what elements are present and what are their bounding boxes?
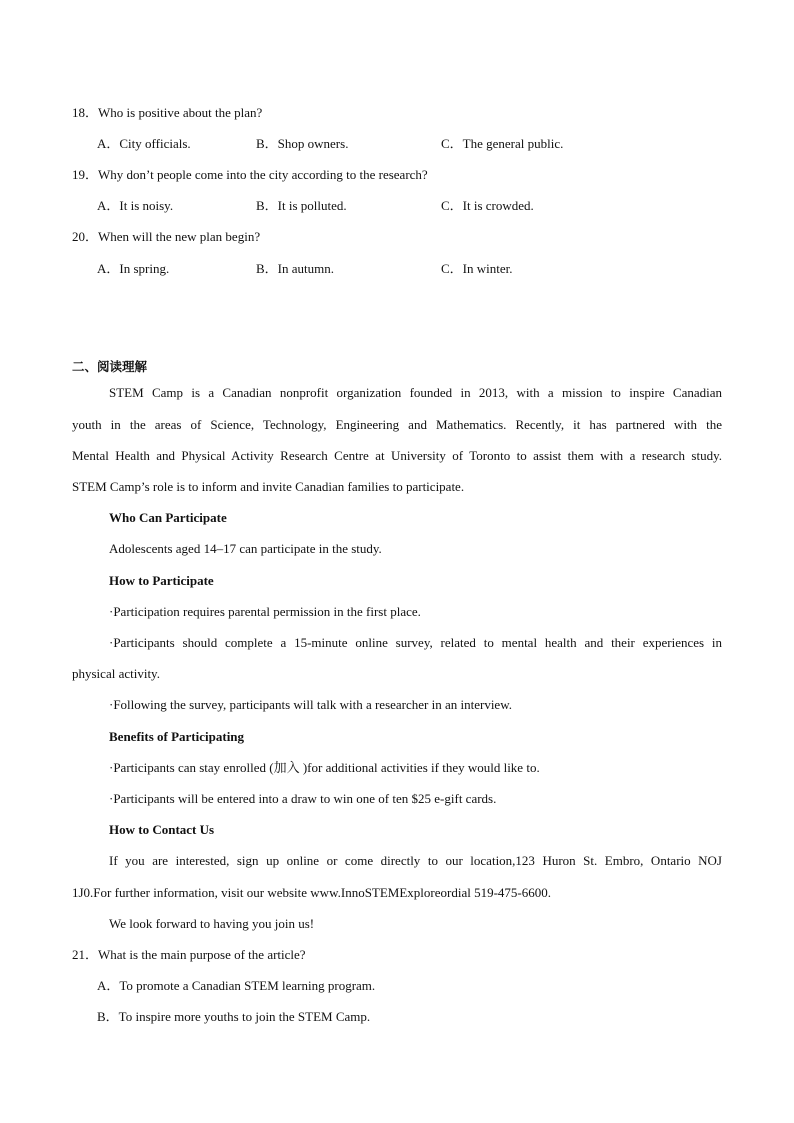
intro-line-4: STEM Camp’s role is to inform and invite Canadian families to participate. — [72, 479, 465, 494]
who-heading: Who Can Participate — [109, 510, 227, 525]
question-21-option-b: B．To inspire more youths to join the STEM Camp. — [97, 1009, 371, 1024]
question-20-option-b: B．In autumn. — [256, 261, 334, 276]
benefits-item-2: ·Participants will be entered into a draw to win one of ten $25 e-gift cards. — [109, 791, 497, 806]
how-item-1: ·Participation requires parental permission in the first place. — [109, 604, 421, 619]
benefits-item-1: ·Participants can stay enrolled (加入 )for additional activities if they would like to. — [109, 760, 540, 775]
contact-line-1: If you are interested, sign up online or come directly to our location,123 Huron St. Embro, Ontario NOJ — [109, 853, 722, 868]
who-text: Adolescents aged 14–17 can participate in the study. — [109, 541, 382, 556]
question-20-stem: 20．When will the new plan begin? — [72, 229, 261, 244]
question-18-stem: 18．Who is positive about the plan? — [72, 105, 263, 120]
how-item-2-line-2: physical activity. — [72, 666, 160, 681]
question-19-option-a: A．It is noisy. — [97, 198, 174, 213]
contact-line-2: 1J0.For further information, visit our website www.InnoSTEMExploreordial 519-475-6600. — [72, 885, 552, 900]
how-item-3: ·Following the survey, participants will talk with a researcher in an interview. — [109, 697, 512, 712]
question-21-stem: 21．What is the main purpose of the article? — [72, 947, 306, 962]
contact-closing: We look forward to having you join us! — [109, 916, 315, 931]
contact-heading: How to Contact Us — [109, 822, 215, 837]
intro-line-1: STEM Camp is a Canadian nonprofit organization founded in 2013, with a mission to inspire Canadian — [109, 385, 722, 400]
section-heading: 二、阅读理解 — [72, 359, 148, 374]
how-heading: How to Participate — [109, 573, 214, 588]
benefits-heading: Benefits of Participating — [109, 729, 245, 744]
question-21-option-a: A．To promote a Canadian STEM learning program. — [97, 978, 376, 993]
intro-line-3: Mental Health and Physical Activity Research Centre at University of Toronto to assist them with a research study. — [72, 448, 722, 463]
question-18-option-b: B．Shop owners. — [256, 136, 349, 151]
intro-line-2: youth in the areas of Science, Technology, Engineering and Mathematics. Recently, it has partnered with the — [72, 417, 722, 432]
question-18-option-a: A．City officials. — [97, 136, 191, 151]
question-19-option-b: B．It is polluted. — [256, 198, 347, 213]
question-19-stem: 19．Why don’t people come into the city according to the research? — [72, 167, 428, 182]
question-19-option-c: C．It is crowded. — [441, 198, 534, 213]
question-20-option-c: C．In winter. — [441, 261, 513, 276]
question-18-option-c: C．The general public. — [441, 136, 564, 151]
how-item-2-line-1: ·Participants should complete a 15-minute online survey, related to mental health and their experiences in — [109, 635, 722, 650]
question-20-option-a: A．In spring. — [97, 261, 170, 276]
